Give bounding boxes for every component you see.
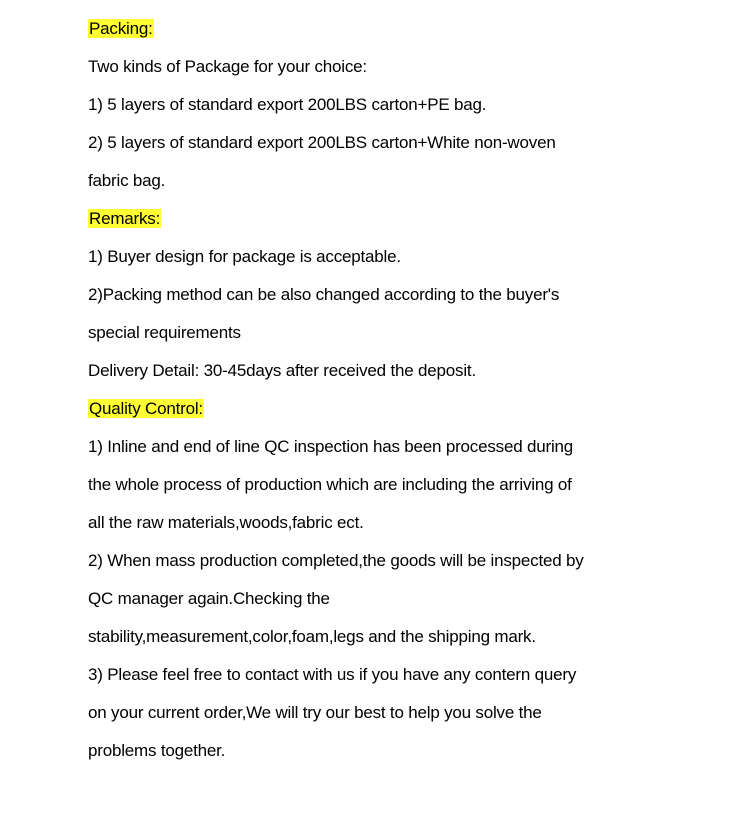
packing-line: Two kinds of Package for your choice: bbox=[88, 57, 367, 76]
quality-control-line: 2) When mass production completed,the goods will be inspected by bbox=[88, 551, 584, 570]
quality-control-heading-line bbox=[88, 390, 648, 428]
remarks-line: special requirements bbox=[88, 323, 241, 342]
quality-control-line: stability,measurement,color,foam,legs and the shipping mark. bbox=[88, 627, 536, 646]
remarks-heading-line bbox=[88, 200, 648, 238]
quality-control-line: problems together. bbox=[88, 741, 226, 760]
remarks-line: 2)Packing method can be also changed according to the buyer's bbox=[88, 285, 560, 304]
quality-control-line: on your current order,We will try our best to help you solve the bbox=[88, 703, 542, 722]
remarks-heading: Remarks: bbox=[89, 209, 161, 228]
packing-line: fabric bag. bbox=[88, 171, 166, 190]
delivery-detail-line: Delivery Detail: 30-45days after received the deposit. bbox=[88, 361, 476, 380]
packing-heading: Packing: bbox=[89, 19, 153, 38]
remarks-line: 1) Buyer design for package is acceptable. bbox=[88, 247, 401, 266]
packing-heading-line bbox=[88, 10, 648, 48]
quality-control-line: 3) Please feel free to contact with us if you have any contern query bbox=[88, 665, 577, 684]
quality-control-line: 1) Inline and end of line QC inspection has been processed during bbox=[88, 437, 574, 456]
document-body bbox=[88, 10, 648, 770]
packing-line: 1) 5 layers of standard export 200LBS carton+PE bag. bbox=[88, 95, 487, 114]
quality-control-heading: Quality Control: bbox=[89, 399, 203, 418]
quality-control-line: the whole process of production which are including the arriving of bbox=[88, 475, 572, 494]
quality-control-line: all the raw materials,woods,fabric ect. bbox=[88, 513, 364, 532]
quality-control-line: QC manager again.Checking the bbox=[88, 589, 330, 608]
packing-line: 2) 5 layers of standard export 200LBS carton+White non-woven bbox=[88, 133, 556, 152]
